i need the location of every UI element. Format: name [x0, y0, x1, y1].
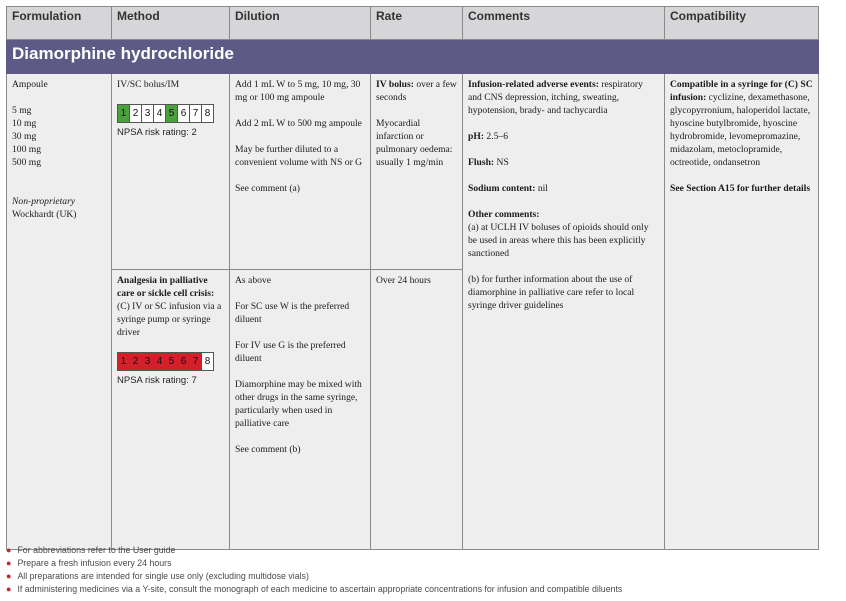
- comment-a: (a) at UCLH IV boluses of opioids should only be used in areas where this has been explicitly sanctioned: [468, 222, 649, 259]
- risk-cell: 7: [189, 104, 202, 123]
- footnote-item: [6, 570, 826, 583]
- formulation-line: 30 mg: [12, 131, 37, 142]
- header-comments: Comments: [463, 7, 665, 40]
- rate-label: IV bolus:: [376, 79, 414, 90]
- dilution-text: See comment (b): [235, 444, 301, 455]
- rate-value: over a few seconds: [376, 79, 457, 103]
- bullet-icon: ●: [6, 584, 12, 594]
- dilution-infusion-cell: [230, 270, 371, 550]
- method-bolus-cell: [112, 74, 230, 270]
- comment-b: (b) for further information about the use of diamorphine in palliative care refer to local syringe driver guidelines: [468, 274, 635, 311]
- footnote-text: For abbreviations refer to the User guide: [17, 545, 176, 555]
- footnotes: [6, 544, 826, 596]
- formulation-line: [12, 91, 106, 104]
- adverse-events-label: Infusion-related adverse events:: [468, 79, 599, 90]
- dilution-bolus-cell: [230, 74, 371, 270]
- npsa-risk-rating: NPSA risk rating: 7: [117, 375, 197, 386]
- method-indication: Analgesia in palliative care or sickle cell crisis:: [117, 275, 215, 299]
- header-compatibility: Compatibility: [665, 7, 819, 40]
- risk-cell: 7: [189, 352, 202, 371]
- bullet-icon: ●: [6, 558, 12, 568]
- footnote-item: [6, 583, 826, 596]
- dilution-text: As above: [235, 275, 271, 286]
- risk-cell: 1: [117, 104, 130, 123]
- monograph-table-wrapper: [6, 6, 818, 550]
- non-proprietary-label: Non-proprietary: [12, 196, 76, 207]
- risk-cell: 6: [177, 104, 190, 123]
- dilution-text: Add 1 mL W to 5 mg, 10 mg, 30 mg or 100 mg ampoule: [235, 79, 361, 103]
- flush: [468, 156, 659, 169]
- header-formulation: Formulation: [7, 7, 112, 40]
- manufacturer: Wockhardt (UK): [12, 209, 77, 220]
- header-row: [7, 7, 819, 40]
- section-reference: See Section A15 for further details: [670, 183, 811, 194]
- header-dilution: Dilution: [230, 7, 371, 40]
- formulation-line: 5 mg: [12, 105, 32, 116]
- comments-cell: [463, 74, 665, 550]
- footnote-text: Prepare a fresh infusion every 24 hours: [17, 558, 172, 568]
- footnote-item: [6, 557, 826, 570]
- method-route: [117, 274, 224, 339]
- dilution-text: See comment (a): [235, 183, 300, 194]
- risk-cell: 4: [153, 104, 166, 123]
- risk-cell: 3: [141, 104, 154, 123]
- risk-cell: 2: [129, 104, 142, 123]
- formulation-line: 10 mg: [12, 118, 37, 129]
- drug-name: Diamorphine hydrochloride: [7, 40, 819, 74]
- flush-value: NS: [494, 157, 509, 168]
- sodium-value: nil: [535, 183, 548, 194]
- risk-cell: 8: [201, 104, 214, 123]
- footnote-item: [6, 544, 826, 557]
- rate-text: Over 24 hours: [376, 275, 431, 286]
- risk-cell: 4: [153, 352, 166, 371]
- adverse-events-text: respiratory and CNS depression, itching, sweating, hypotension, brady- and tachycardia: [468, 79, 643, 116]
- ph-label: pH:: [468, 131, 484, 142]
- ph: [468, 130, 659, 143]
- adverse-events: [468, 78, 659, 117]
- method-route-text: (C) IV or SC infusion via a syringe pump or syringe driver: [117, 301, 222, 338]
- ph-value: 2.5–6: [484, 131, 508, 142]
- dilution-text: Diamorphine may be mixed with other drugs in the same syringe, particularly when used in palliative care: [235, 379, 362, 429]
- other-comments-label: Other comments:: [468, 209, 540, 220]
- row-bolus: [7, 74, 819, 270]
- sodium-content: [468, 182, 659, 195]
- formulation-line: 100 mg: [12, 144, 42, 155]
- header-method: Method: [112, 7, 230, 40]
- risk-cell: 6: [177, 352, 190, 371]
- risk-cell: 3: [141, 352, 154, 371]
- compatibility-cell: [665, 74, 819, 550]
- risk-cell: 2: [129, 352, 142, 371]
- rate-bolus-cell: [371, 74, 463, 270]
- dilution-text: Add 2 mL W to 500 mg ampoule: [235, 118, 362, 129]
- rate-text: [376, 78, 457, 104]
- monograph-table: [6, 6, 819, 550]
- drug-title-row: [7, 40, 819, 74]
- footnote-text: If administering medicines via a Y-site, consult the monograph of each medicine to ascertain appropriate concentrations for infusion and compatible diluents: [17, 584, 623, 594]
- method-infusion-cell: [112, 270, 230, 550]
- dilution-text: For IV use G is the preferred diluent: [235, 340, 346, 364]
- risk-cell: 1: [117, 352, 130, 371]
- npsa-risk-rating: NPSA risk rating: 2: [117, 127, 197, 138]
- header-rate: Rate: [371, 7, 463, 40]
- formulation-line: Ampoule: [12, 79, 48, 90]
- flush-label: Flush:: [468, 157, 495, 168]
- rate-text: Myocardial infarction or pulmonary oedema: usually 1 mg/min: [376, 118, 453, 168]
- footnote-text: All preparations are intended for single use only (excluding multidose vials): [17, 571, 309, 581]
- dilution-text: May be further diluted to a convenient volume with NS or G: [235, 144, 363, 168]
- risk-cell: 5: [165, 352, 178, 371]
- method-route: IV/SC bolus/IM: [117, 79, 180, 90]
- rate-infusion-cell: [371, 270, 463, 550]
- npsa-risk-grid: [117, 352, 224, 371]
- sodium-label: Sodium content:: [468, 183, 536, 194]
- bullet-icon: ●: [6, 545, 12, 555]
- risk-cell: 5: [165, 104, 178, 123]
- bullet-icon: ●: [6, 571, 12, 581]
- risk-cell: 8: [201, 352, 214, 371]
- formulation-line: 500 mg: [12, 157, 42, 168]
- compatibility-list: [670, 78, 813, 169]
- compatibility-drugs: cyclizine, dexamethasone, glycopyrronium, haloperidol lactate, hyoscine butylbromide, hyoscine hydrobromide, levomepromazine, midazolam, metoclopramide, octreotide, ondansetron: [670, 92, 811, 168]
- compatibility-title: Compatible in a syringe for (C) SC infusion:: [670, 79, 813, 103]
- formulation-cell: [7, 74, 112, 550]
- npsa-risk-grid: [117, 104, 224, 123]
- dilution-text: For SC use W is the preferred diluent: [235, 301, 350, 325]
